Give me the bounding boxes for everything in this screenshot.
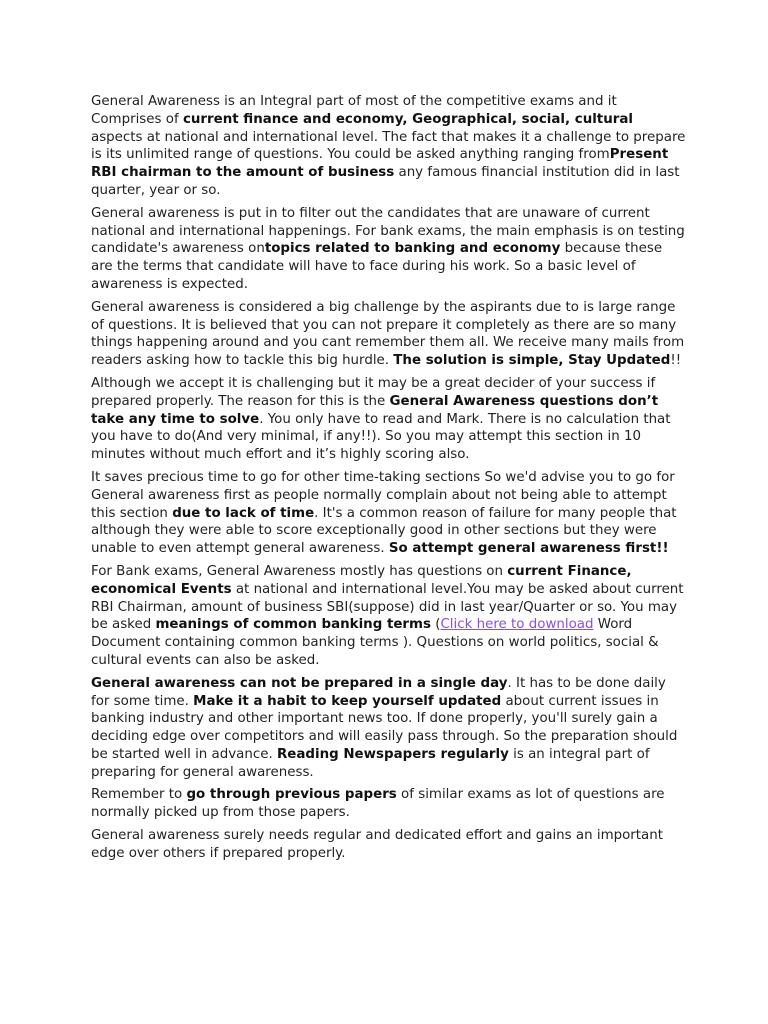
body-text: about current issues in banking industry and other important news too. If done properly, you'll surely gain a deciding edge over competitors and will easily pass through. So the preparation should be started well in advance.	[91, 693, 678, 762]
emphasis-text: General awareness can not be prepared in a single day	[91, 675, 508, 691]
body-text: . It has to be done daily for some time.	[91, 675, 666, 709]
emphasis-text: due to lack of time	[172, 505, 315, 521]
document-body	[91, 93, 686, 868]
paragraph	[91, 786, 686, 822]
body-text: (	[430, 617, 441, 633]
emphasis-text: Reading Newspapers regularly	[276, 746, 509, 762]
emphasis-text: meanings of common banking terms	[155, 617, 431, 633]
body-text: General Awareness is an Integral part of most of the competitive exams and it Comprises of	[91, 94, 617, 127]
paragraph	[91, 375, 686, 464]
emphasis-text: General Awareness questions don’t take any time to solve	[91, 393, 659, 427]
emphasis-text: The solution is simple, Stay Updated	[393, 353, 671, 369]
paragraph	[91, 205, 686, 294]
body-text: !!	[670, 353, 682, 369]
emphasis-text: go through previous papers	[186, 787, 397, 803]
emphasis-text: Present RBI chairman to the amount of business	[91, 147, 669, 181]
download-link[interactable]: Click here to download	[440, 617, 594, 633]
paragraph	[91, 563, 686, 670]
body-text: . It's a common reason of failure for many people that although they were able to score exceptionally good in other sections but they were unable to even attempt general awareness.	[91, 505, 677, 557]
paragraph	[91, 827, 686, 863]
emphasis-text: current finance and economy, Geographical, social, cultural	[182, 111, 633, 127]
emphasis-text: current Finance, economical Events	[91, 563, 632, 597]
body-text: It saves precious time to go for other time-taking sections So we'd advise you to go for General awareness first as people normally complain about not being able to attempt this section	[91, 469, 675, 521]
body-text: General awareness surely needs regular and dedicated effort and gains an important edge over others if prepared properly.	[91, 828, 663, 861]
body-text: of similar exams as lot of questions are normally picked up from those papers.	[91, 787, 665, 821]
body-text: at national and international level.You may be asked about current RBI Chairman, amount of business SBI(suppose) did in last year/Quarter or so. You may be asked	[91, 581, 684, 633]
body-text: General awareness is put in to filter out the candidates that are unaware of current national and international happenings. For bank exams, the main emphasis is on testing candidate's awareness on	[91, 205, 685, 257]
body-text: Word Document containing common banking terms ). Questions on world politics, social & cultural events can also be asked.	[91, 617, 659, 668]
body-text: is an integral part of preparing for general awareness.	[91, 746, 650, 780]
body-text: aspects at national and international level. The fact that makes it a challenge to prepare is its unlimited range of questions. You could be asked anything ranging from	[91, 129, 686, 163]
paragraph	[91, 469, 686, 558]
paragraph	[91, 299, 686, 370]
body-text: For Bank exams, General Awareness mostly has questions on	[91, 563, 508, 579]
paragraph	[91, 93, 686, 200]
body-text: because these are the terms that candidate will have to face during his work. So a basic level of awareness is expected.	[91, 241, 663, 292]
emphasis-text: topics related to banking and economy	[264, 241, 561, 257]
emphasis-text: Make it a habit to keep yourself updated	[193, 693, 502, 709]
paragraph	[91, 675, 686, 782]
body-text: any famous financial institution did in last quarter, year or so.	[91, 165, 680, 198]
emphasis-text: So attempt general awareness first!!	[388, 541, 669, 557]
body-text: General awareness is considered a big challenge by the aspirants due to is large range of questions. It is believed that you can not prepare it completely as there are so many things happening around and you cant remember them all. We receive many mails from readers asking how to tackle this big hurdle.	[91, 299, 685, 369]
body-text: . You only have to read and Mark. There is no calculation that you have to do(And very minimal, if any!!). So you may attempt this section in 10 minutes without much effort and it’s highly scoring also.	[91, 411, 671, 463]
body-text: Although we accept it is challenging but it may be a great decider of your success if prepared properly. The reason for this is the	[91, 375, 656, 409]
body-text: Remember to	[91, 787, 187, 803]
